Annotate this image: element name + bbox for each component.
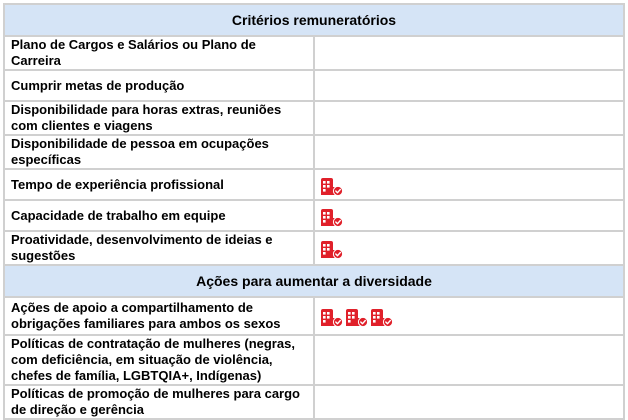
icon-cell (314, 135, 624, 169)
table-row (4, 135, 624, 169)
row-label: Proatividade, desenvolvimento de ideias e sugestões (4, 231, 314, 265)
icon-group (319, 240, 619, 260)
row-label: Ações de apoio a compartilhamento de obrigações familiares para ambos os sexos (4, 297, 314, 335)
icon-cell (314, 101, 624, 135)
criteria-table (3, 3, 625, 420)
table-row (4, 297, 624, 335)
icon-cell (314, 169, 624, 200)
row-label: Políticas de contratação de mulheres (negras, com deficiência, em situação de violência, chefes de família, LGBTQIA+, Indígenas) (4, 335, 314, 385)
row-label: Políticas de promoção de mulheres para cargo de direção e gerência (4, 385, 314, 419)
section-title: Ações para aumentar a diversidade (4, 265, 624, 297)
icon-cell (314, 36, 624, 70)
icon-cell (314, 385, 624, 419)
icon-group (319, 177, 619, 197)
table-row (4, 231, 624, 265)
section-title: Critérios remuneratórios (4, 4, 624, 36)
table-row (4, 200, 624, 231)
table-row (4, 335, 624, 385)
icon-group (319, 308, 619, 328)
company-check-icon (344, 308, 368, 328)
row-label: Disponibilidade para horas extras, reuniões com clientes e viagens (4, 101, 314, 135)
company-check-icon (319, 240, 343, 260)
section-header-row (4, 4, 624, 36)
icon-cell (314, 231, 624, 265)
company-check-icon (319, 177, 343, 197)
row-label: Capacidade de trabalho em equipe (4, 200, 314, 231)
icon-cell (314, 200, 624, 231)
table-row (4, 385, 624, 419)
row-label: Cumprir metas de produção (4, 70, 314, 101)
company-check-icon (319, 208, 343, 228)
icon-cell (314, 297, 624, 335)
section-header-row (4, 265, 624, 297)
table-row (4, 36, 624, 70)
row-label: Disponibilidade de pessoa em ocupações específicas (4, 135, 314, 169)
icon-cell (314, 335, 624, 385)
company-check-icon (319, 308, 343, 328)
table-row (4, 101, 624, 135)
company-check-icon (369, 308, 393, 328)
row-label: Tempo de experiência profissional (4, 169, 314, 200)
icon-group (319, 208, 619, 228)
table-row (4, 169, 624, 200)
icon-cell (314, 70, 624, 101)
table-row (4, 70, 624, 101)
row-label: Plano de Cargos e Salários ou Plano de Carreira (4, 36, 314, 70)
